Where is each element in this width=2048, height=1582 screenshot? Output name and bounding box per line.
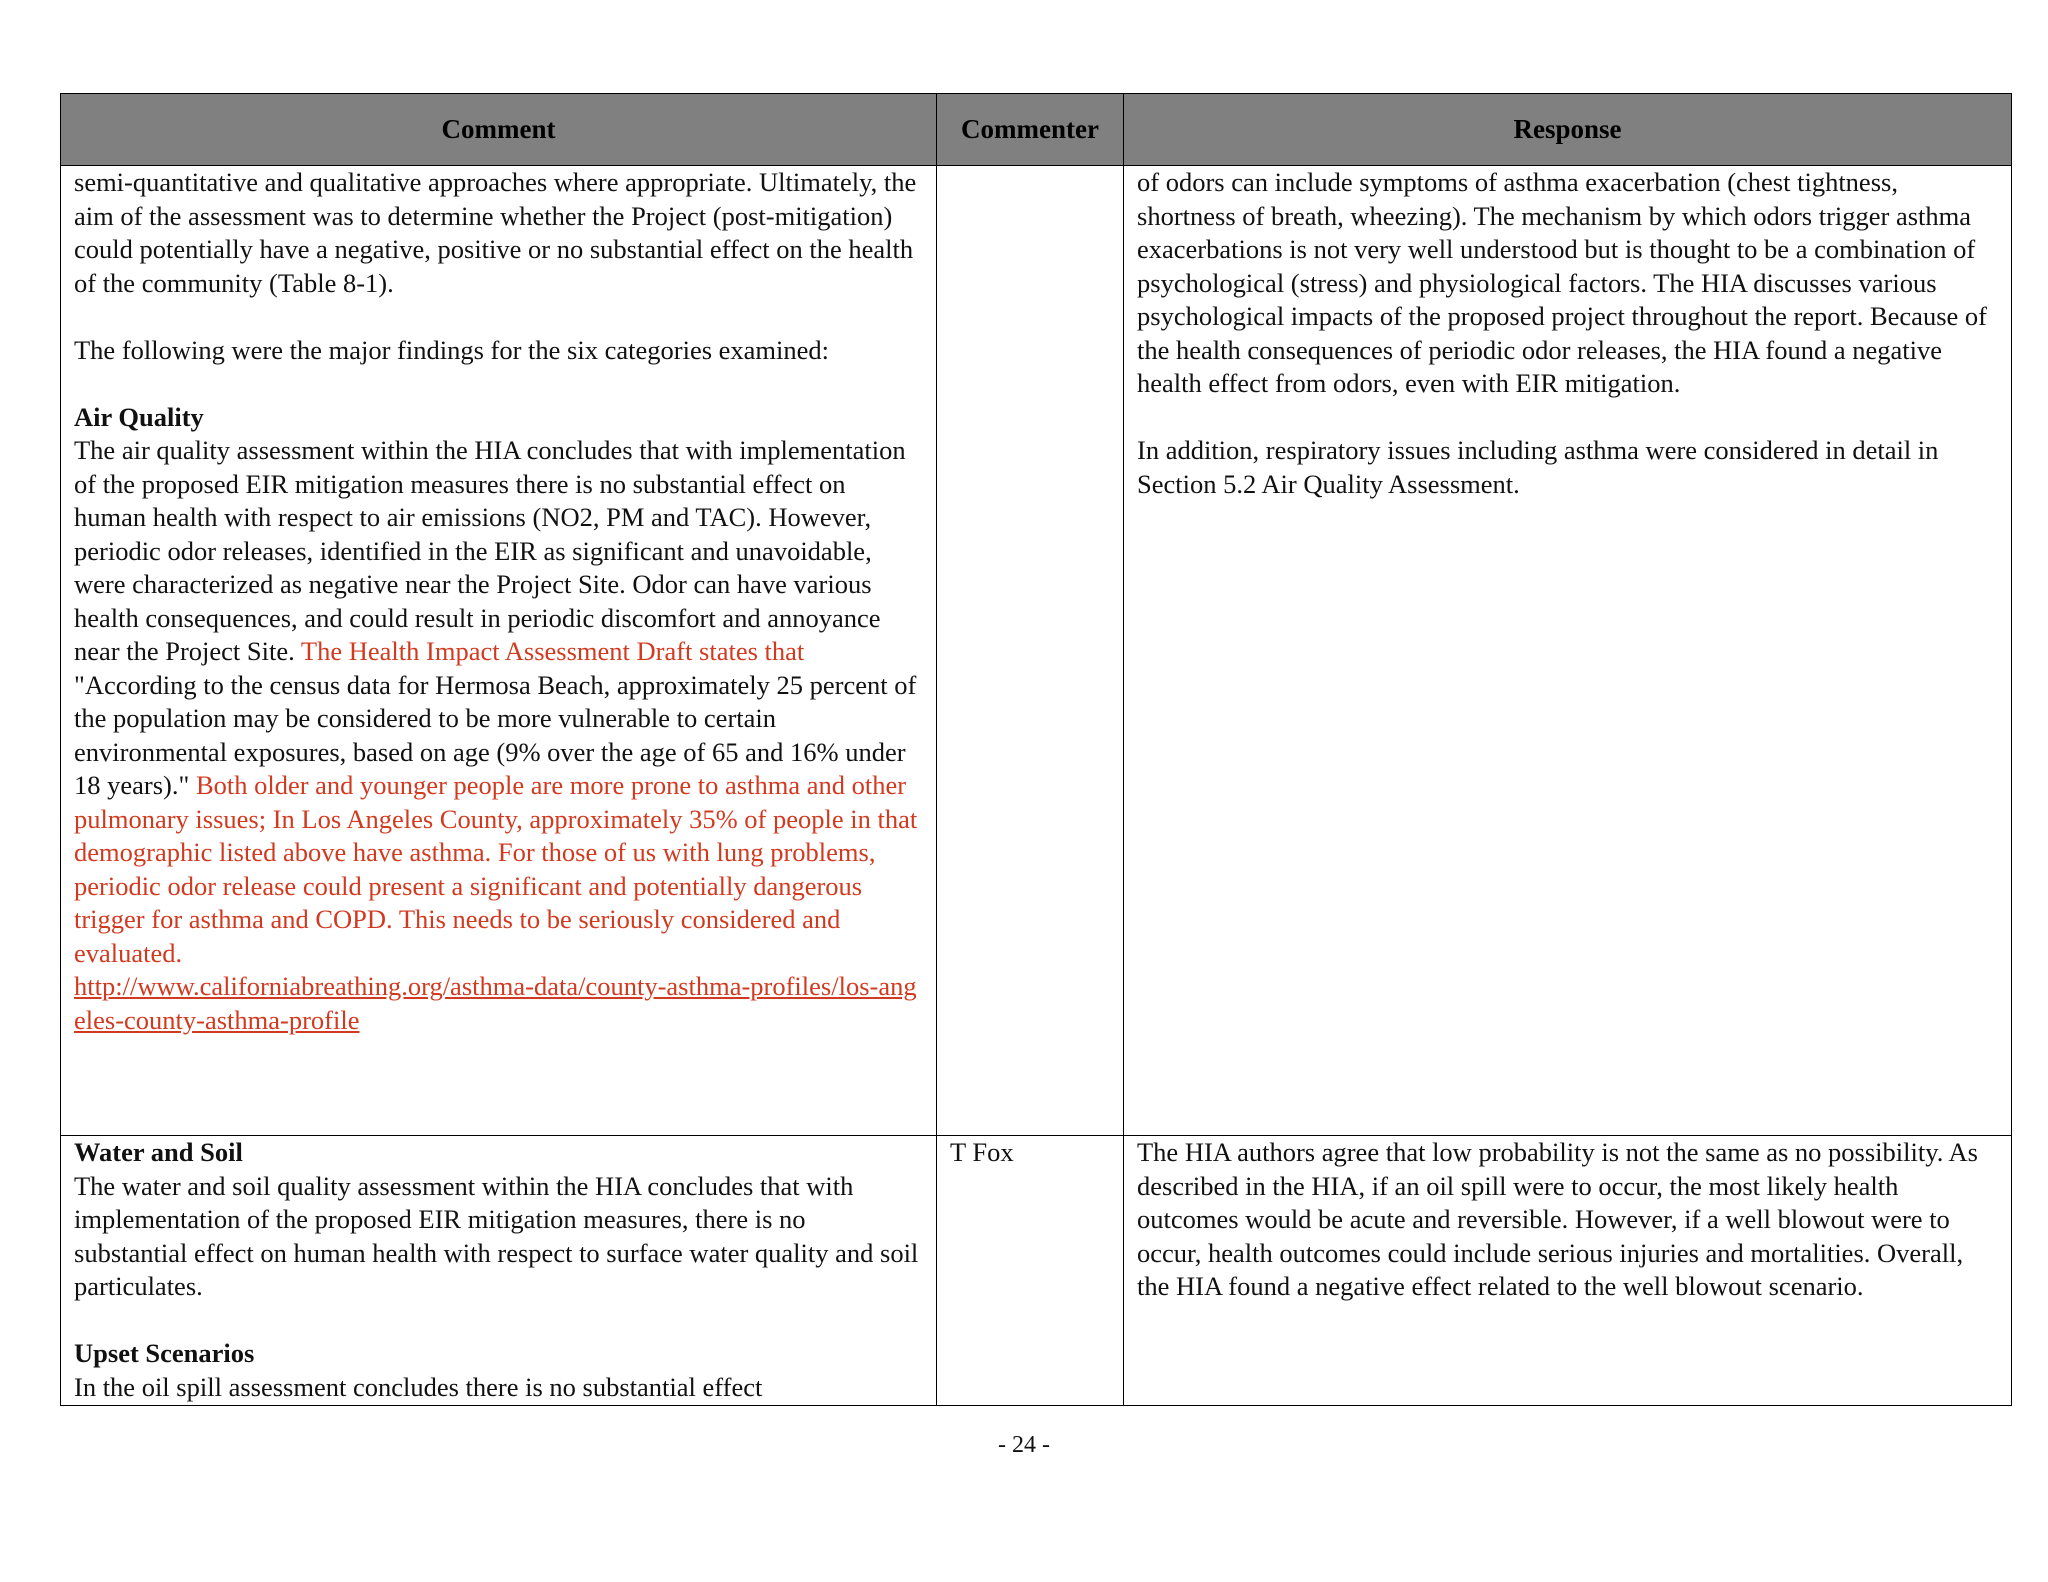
page-number: - 24 - (998, 1432, 1050, 1458)
highlighted-text: Both older and younger people are more prone to asthma and other pulmonary issues; In Los Angeles County, approximately 35% of people in that demographic listed above have asthma. For those of us with lung problems, periodic odor release could present a significant and potentially dangerous trigger for asthma and COPD. This needs to be seriously considered and evaluated. (74, 770, 918, 968)
table-row (61, 166, 2012, 1136)
section-heading-water-soil: Water and Soil (74, 1137, 243, 1167)
response-paragraph: of odors can include symptoms of asthma exacerbation (chest tightness, shortness of breath, wheezing). The mechanism by which odors trigger asthma exacerbations is not very well understood but is thought to be a combination of psychological (stress) and physiological factors. The HIA discusses various psychological impacts of the proposed project throughout the report. Because of the health consequences of periodic odor releases, the HIA found a negative health effect from odors, even with EIR mitigation. (1137, 167, 1987, 398)
response-cell (1124, 1136, 2012, 1406)
header-response: Response (1124, 94, 2012, 166)
air-quality-paragraph (74, 434, 924, 970)
highlighted-text: The Health Impact Assessment Draft states that (300, 636, 805, 666)
table-row (61, 1136, 2012, 1406)
comment-cell (61, 166, 937, 1136)
commenter-cell (937, 166, 1124, 1136)
section-heading-air-quality: Air Quality (74, 401, 204, 432)
response-paragraph: The HIA authors agree that low probability is not the same as no possibility. As described in the HIA, if an oil spill were to occur, the most likely health outcomes would be acute and reversible. However, if a well blowout were to occur, health outcomes could include serious injuries and mortalities. Overall, the HIA found a negative effect related to the well blowout scenario. (1137, 1137, 1978, 1301)
header-comment: Comment (61, 94, 937, 166)
comment-response-table (60, 93, 2012, 1406)
asthma-profile-link[interactable]: http://www.californiabreathing.org/asthma-data/county-asthma-profiles/los-angeles-county-asthma-profile (74, 971, 917, 1035)
response-paragraph: In addition, respiratory issues including asthma were considered in detail in Section 5.2 Air Quality Assessment. (1137, 435, 1939, 499)
census-quote: "According to the census data for Hermosa Beach, approximately 25 percent of the population may be considered to be more vulnerable to certain environmental exposures, based on age (9% over the age of 65 and 16% under 18 years)." (74, 669, 917, 800)
air-quality-text: The air quality assessment within the HIA concludes that with implementation of the proposed EIR mitigation measures there is no substantial effect on human health with respect to air emissions (NO2, PM and TAC). However, periodic odor releases, identified in the EIR as significant and unavoidable, were characterized as negative near the Project Site. Odor can have various health consequences, and could result in periodic discomfort and annoyance near the Project Site. (74, 435, 906, 666)
commenter-cell: T Fox (937, 1136, 1124, 1406)
section-heading-upset-scenarios: Upset Scenarios (74, 1338, 255, 1368)
comment-paragraph: The following were the major findings for the six categories examined: (74, 334, 830, 365)
response-cell (1124, 166, 2012, 1136)
table-header-row (61, 94, 2012, 166)
comment-paragraph: semi-quantitative and qualitative approaches where appropriate. Ultimately, the aim of the assessment was to determine whether the Project (post-mitigation) could potentially have a negative, positive or no substantial effect on the health of the community (Table 8-1). (74, 167, 917, 298)
upset-scenarios-paragraph: In the oil spill assessment concludes there is no substantial effect (74, 1371, 763, 1402)
header-commenter: Commenter (937, 94, 1124, 166)
water-soil-paragraph: The water and soil quality assessment within the HIA concludes that with implementation of the proposed EIR mitigation measures, there is no substantial effect on human health with respect to surface water quality and soil particulates. (74, 1170, 919, 1301)
comment-cell (61, 1136, 937, 1406)
